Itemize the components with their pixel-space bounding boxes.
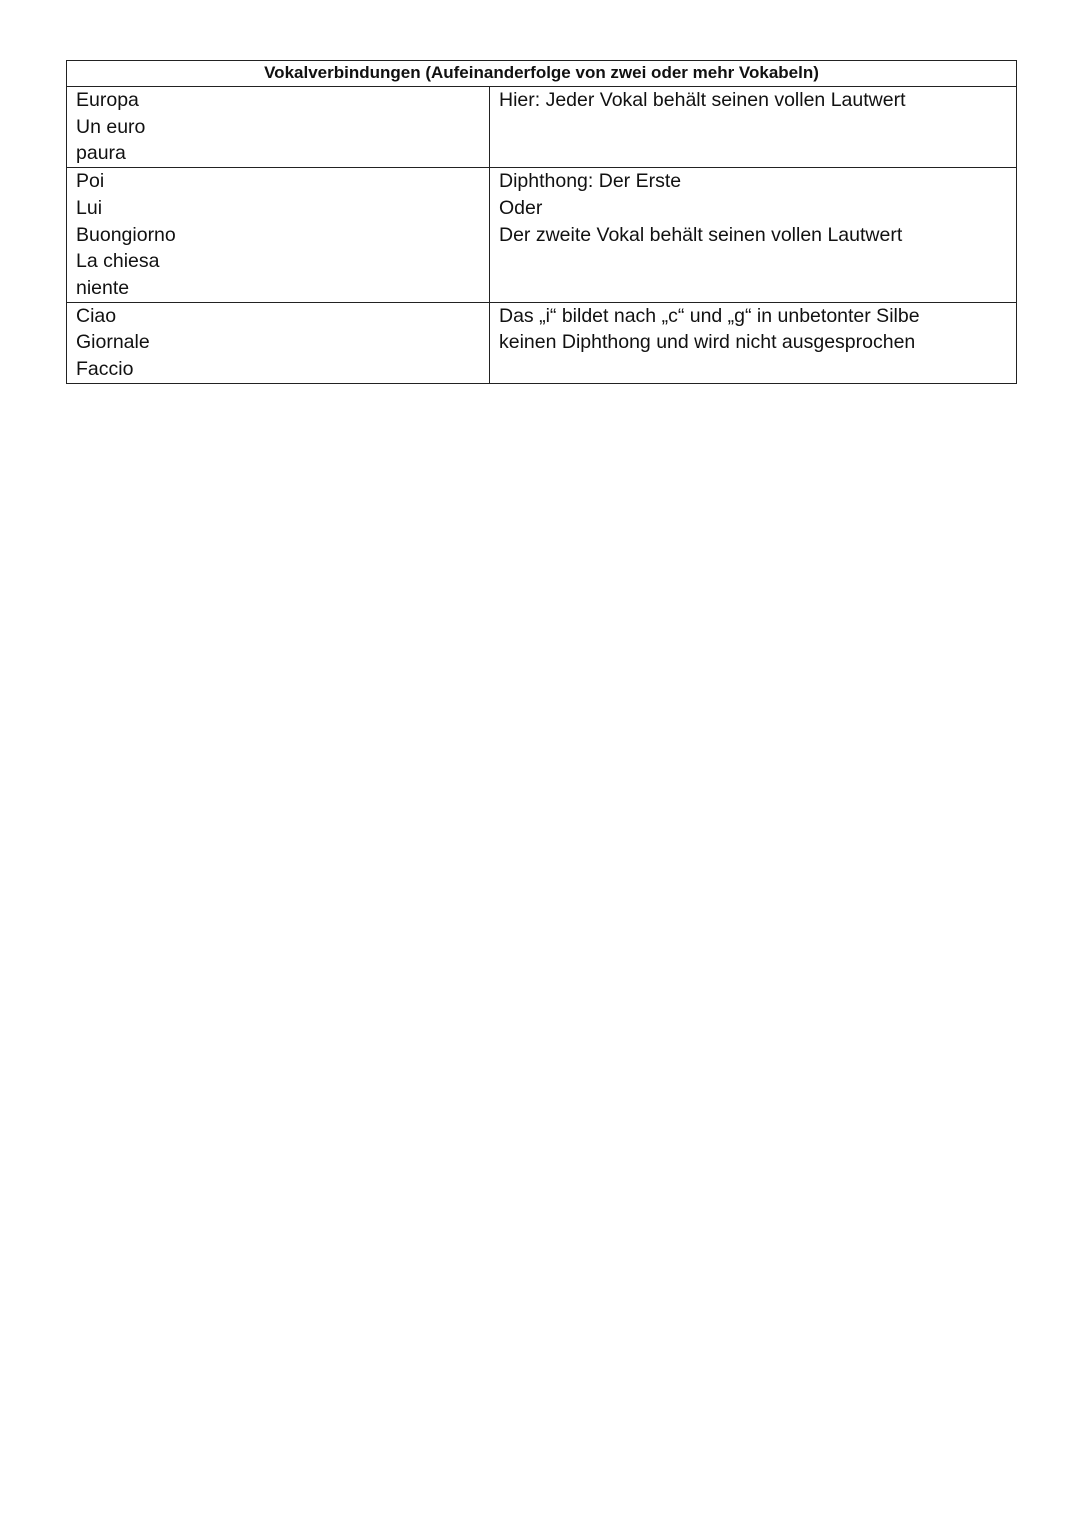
example-word: Buongiorno [76,223,176,246]
explanation-line: Der zweite Vokal behält seinen vollen Lautwert [499,223,903,246]
explanation-cell [490,168,1017,303]
example-word: Giornale [76,331,150,354]
table-row [67,168,1017,303]
table-row [67,302,1017,383]
example-word: Ciao [76,304,117,327]
table-header-row [67,61,1017,87]
examples-cell [67,168,490,303]
example-word: Poi [76,170,105,193]
explanation-line: Hier: Jeder Vokal behält seinen vollen Lautwert [499,89,906,111]
explanation-line: Oder [499,196,543,219]
explanation-cell [490,87,1017,168]
explanation-line: keinen Diphthong und wird nicht ausgesprochen [499,331,916,354]
examples-cell [67,87,490,168]
explanation-line: Diphthong: Der Erste [499,170,682,193]
vowel-combinations-table [66,60,1017,384]
table-title: Vokalverbindungen (Aufeinanderfolge von zwei oder mehr Vokabeln) [67,61,1017,87]
explanation-cell [490,302,1017,383]
explanation-line: Das „i“ bildet nach „c“ und „g“ in unbetonter Silbe [499,304,920,327]
table-row [67,87,1017,168]
example-word: Faccio [76,358,134,381]
example-word: niente [76,276,130,299]
example-word: paura [76,142,126,165]
examples-cell [67,302,490,383]
example-word: La chiesa [76,250,160,273]
example-word: Europa [76,89,139,111]
example-word: Un euro [76,115,146,138]
example-word: Lui [76,196,103,219]
